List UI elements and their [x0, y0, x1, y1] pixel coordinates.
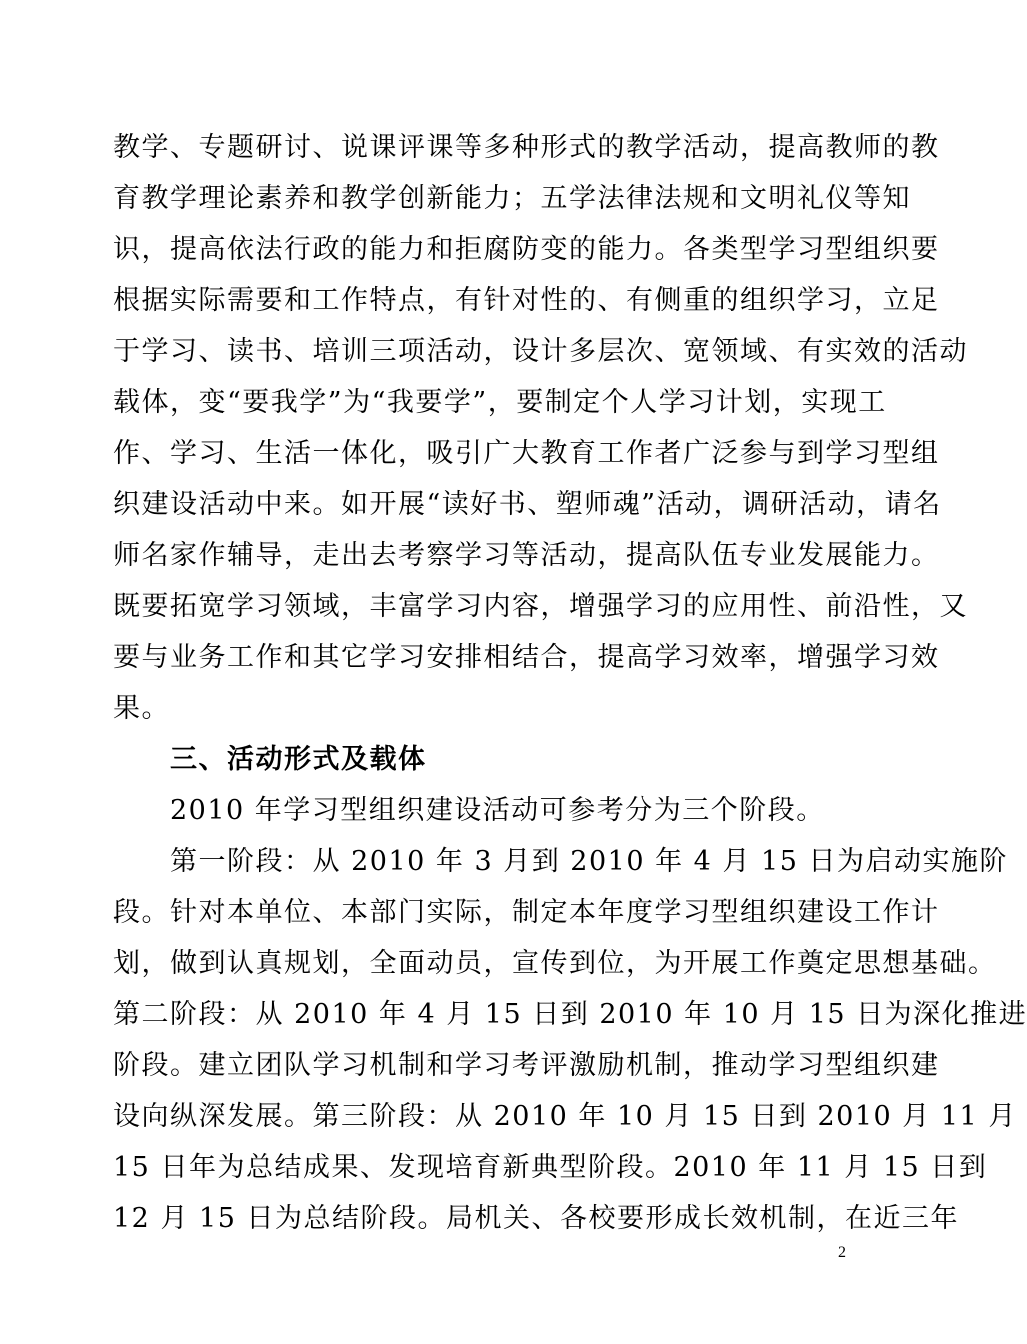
body-text-line: 载体，变“要我学”为“我要学”，要制定个人学习计划，实现工	[113, 387, 887, 418]
body-text-line: 段。针对本单位、本部门实际，制定本年度学习型组织建设工作计	[113, 897, 940, 928]
body-text-line: 2010 年学习型组织建设活动可参考分为三个阶段。	[170, 795, 825, 826]
body-text-line: 果。	[113, 693, 170, 724]
body-text-line: 阶段。建立团队学习机制和学习考评激励机制，推动学习型组织建	[113, 1050, 940, 1081]
body-text-line: 第一阶段：从 2010 年 3 月到 2010 年 4 月 15 日为启动实施阶	[170, 846, 1008, 877]
body-text-line: 教学、专题研讨、说课评课等多种形式的教学活动，提高教师的教	[113, 132, 940, 163]
body-text-line: 12 月 15 日为总结阶段。局机关、各校要形成长效机制，在近三年	[113, 1203, 959, 1234]
body-text-line: 要与业务工作和其它学习安排相结合，提高学习效率，增强学习效	[113, 642, 940, 673]
body-text-line: 识，提高依法行政的能力和拒腐防变的能力。各类型学习型组织要	[113, 234, 940, 265]
body-text-line: 织建设活动中来。如开展“读好书、塑师魂”活动，调研活动，请名	[113, 489, 942, 520]
body-text-line: 划，做到认真规划，全面动员，宣传到位，为开展工作奠定思想基础。	[113, 948, 997, 979]
body-text-line: 15 日年为总结成果、发现培育新典型阶段。2010 年 11 月 15 日到	[113, 1152, 988, 1183]
body-text-line: 育教学理论素养和教学创新能力；五学法律法规和文明礼仪等知	[113, 183, 911, 214]
body-text-line: 既要拓宽学习领域，丰富学习内容，增强学习的应用性、前沿性，又	[113, 591, 968, 622]
page-number: 2	[838, 1244, 846, 1261]
body-text-line: 第二阶段：从 2010 年 4 月 15 日到 2010 年 10 月 15 日为深化推进	[113, 999, 1027, 1030]
section-heading: 三、活动形式及载体	[170, 744, 427, 775]
body-text-line: 作、学习、生活一体化，吸引广大教育工作者广泛参与到学习型组	[113, 438, 940, 469]
body-text-line: 设向纵深发展。第三阶段：从 2010 年 10 月 15 日到 2010 月 11 月	[113, 1101, 1017, 1132]
body-text-line: 师名家作辅导，走出去考察学习等活动，提高队伍专业发展能力。	[113, 540, 940, 571]
body-text-line: 根据实际需要和工作特点，有针对性的、有侧重的组织学习，立足	[113, 285, 940, 316]
body-text-line: 于学习、读书、培训三项活动，设计多层次、宽领域、有实效的活动	[113, 336, 968, 367]
